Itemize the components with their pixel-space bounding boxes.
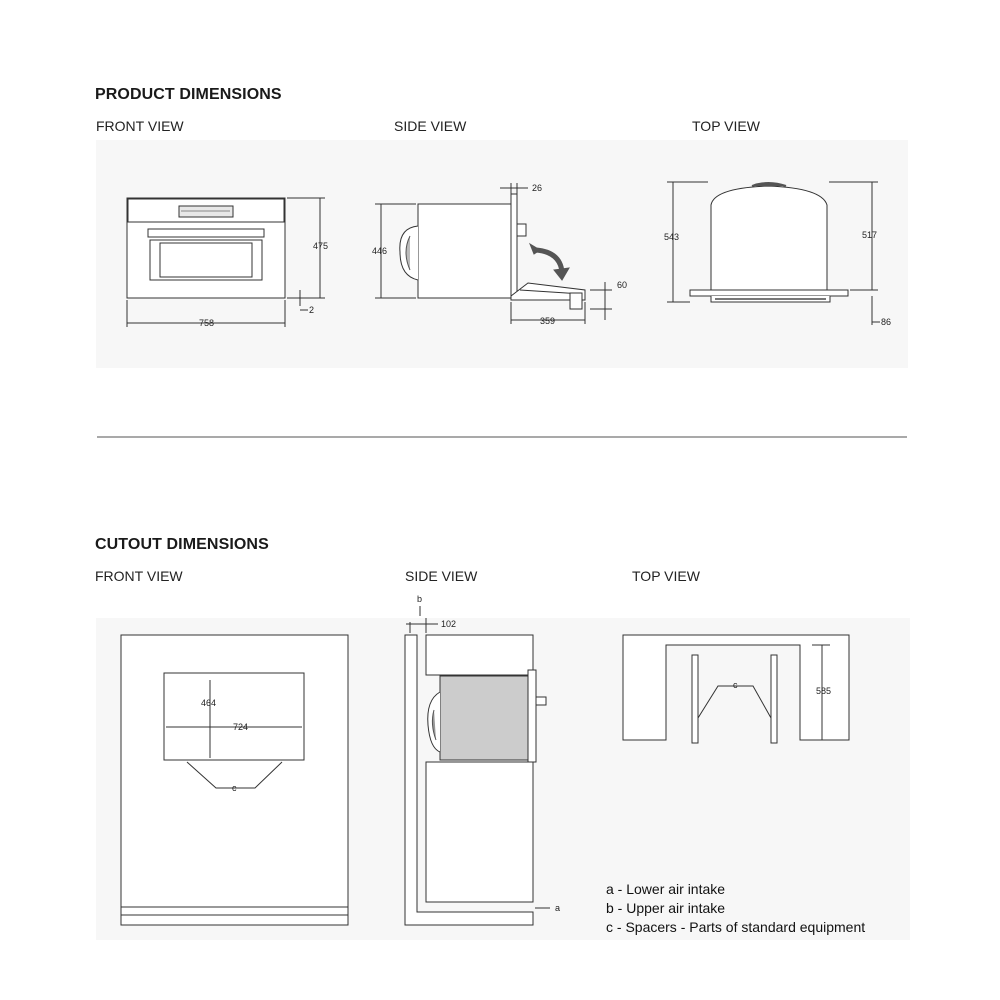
product-front-view-drawing xyxy=(127,198,325,327)
cutout-side-upper-marker: b xyxy=(417,594,423,604)
cutout-side-lower-marker: a xyxy=(555,903,561,913)
product-side-handle-label: 26 xyxy=(532,183,543,193)
legend xyxy=(606,880,865,937)
cutout-dimensions-title: CUTOUT DIMENSIONS xyxy=(95,536,269,553)
cutout-side-view-drawing xyxy=(405,606,550,925)
product-top-view-label: TOP VIEW xyxy=(692,118,760,134)
cutout-top-depth-label: 585 xyxy=(816,686,832,696)
cutout-top-view-label: TOP VIEW xyxy=(632,568,700,584)
product-top-front-label: 86 xyxy=(881,317,892,327)
product-front-view-label: FRONT VIEW xyxy=(96,118,184,134)
product-top-body-depth-label: 517 xyxy=(862,230,878,240)
product-side-height-label: 446 xyxy=(372,246,388,256)
cutout-front-view-label: FRONT VIEW xyxy=(95,568,183,584)
cutout-top-spacer-label: c xyxy=(733,680,738,690)
cutout-front-spacer-label: c xyxy=(232,783,237,793)
product-front-width-label: 758 xyxy=(199,318,215,328)
product-front-height-label: 475 xyxy=(313,241,329,251)
product-front-gap-label: 2 xyxy=(309,305,315,315)
cutout-front-height-label: 464 xyxy=(201,698,217,708)
product-side-door-label: 359 xyxy=(540,316,556,326)
product-top-total-depth-label: 543 xyxy=(664,232,680,242)
cutout-front-width-label: 724 xyxy=(233,722,249,732)
product-top-view-drawing xyxy=(667,182,880,325)
legend-item-b: b - Upper air intake xyxy=(606,900,726,916)
product-side-view-label: SIDE VIEW xyxy=(394,118,467,134)
cutout-side-gap-label: 102 xyxy=(441,619,457,629)
product-dimensions-title: PRODUCT DIMENSIONS xyxy=(95,86,282,103)
product-side-foot-label: 60 xyxy=(617,280,628,290)
legend-item-c: c - Spacers - Parts of standard equipment xyxy=(606,919,866,935)
product-side-view-drawing xyxy=(375,183,612,324)
cutout-side-view-label: SIDE VIEW xyxy=(405,568,478,584)
legend-item-a: a - Lower air intake xyxy=(606,881,726,897)
cutout-front-view-drawing xyxy=(121,635,348,925)
